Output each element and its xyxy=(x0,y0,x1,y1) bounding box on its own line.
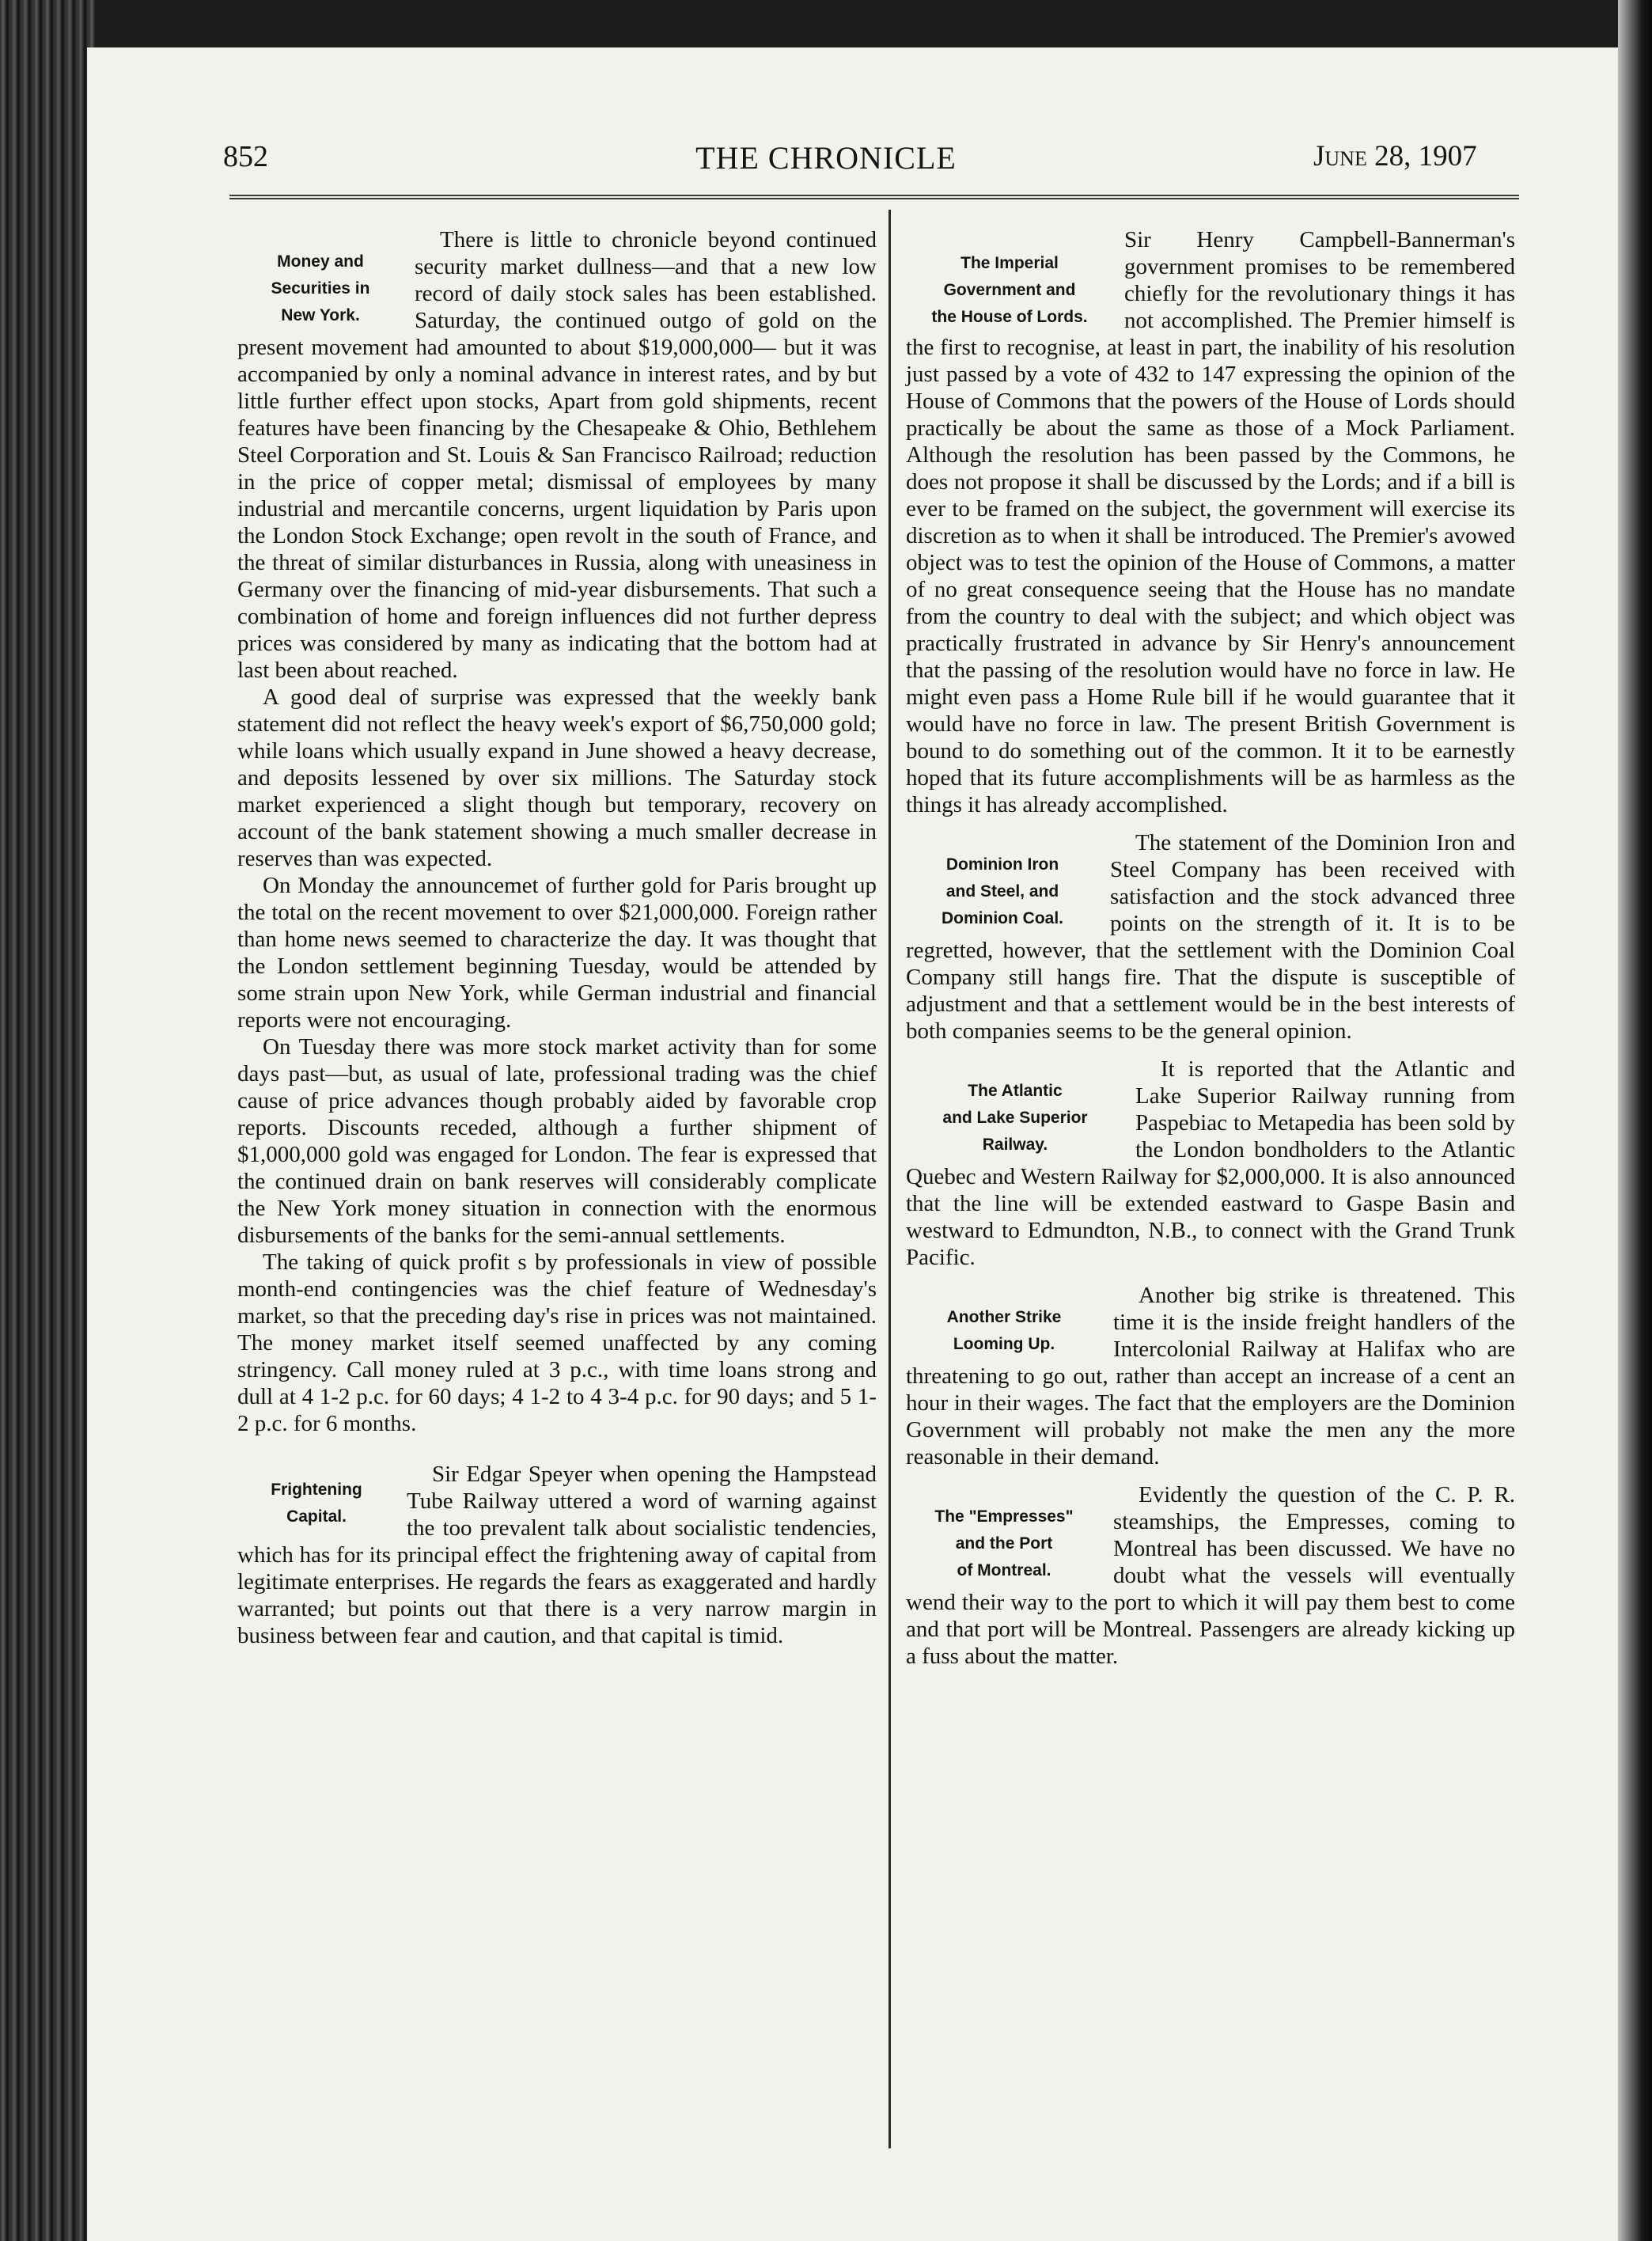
sidehead-money-securities: Money and Securities in New York. xyxy=(271,252,370,324)
article-paragraph: There is little to chronicle beyond continued security market dullness—and that a new low record of daily stock sales has been established. Saturday, the continued outgo of gold on the present movement had amounted to about $19,000,000— but it was accompanied by only a nominal advance in interest rates, and by but little further effect upon stocks, Apart from gold shipments, recent features have been financing by the Chesapeake & Ohio, Bethlehem Steel Corporation and St. Louis & San Francisco Railroad; reduction in the price of copper metal; dismissal of employees by many industrial and mercantile concerns, urgent liquidation by Paris upon the London Stock Exchange; open revolt in the south of France, and the threat of similar disturbances in Russia, along with uneasiness in Germany over the financing of mid-year disbursements. That such a combination of home and foreign influences did not further depress prices was considered by many as indicating that the bottom had at last been about reached. xyxy=(237,227,877,683)
article-paragraph: Evidently the question of the C. P. R. steamships, the Empresses, coming to Montreal has been discussed. We have no doubt what the vessels will eventually wend their way to the port to which it will pay them best to come and that port will be Montreal. Passengers are already kicking up a fuss about the matter. xyxy=(906,1482,1515,1669)
article-paragraph: On Monday the announcemet of further gold for Paris brought up the total on the recent movement to over $21,000,000. Foreign rather than home news seemed to characterize the day. It was thought that the London settlement beginning Tuesday, would be attended by some strain upon New York, while German industrial and financial reports were not encouraging. xyxy=(237,873,877,1033)
article-paragraph: The statement of the Dominion Iron and Steel Company has been received with satisfaction and the stock advanced three points on the strength of it. It is to be regretted, however, that the settlement with the Dominion Coal Company still hangs fire. That the dispute is susceptible of adjustment and that a settlement would be in the best interests of both companies seems to be the general opinion. xyxy=(906,830,1515,1044)
sidehead-imperial-government: The Imperial Government and the House of Lords. xyxy=(931,254,1088,326)
article-paragraph: The taking of quick profit s by professionals in view of possible month-end contingencies was the chief feature of Wednesday's market, so that the preceding day's rise in prices was not maintained. The money market itself seemed unaffected by any coming stringency. Call money ruled at 3 p.c., with time loans strong and dull at 4 1-2 p.c. for 60 days; 4 1-2 to 4 3-4 p.c. for 90 days; and 5 1-2 p.c. for 6 months. xyxy=(237,1249,877,1436)
sidehead-atlantic-railway: The Atlantic and Lake Superior Railway. xyxy=(942,1082,1088,1154)
article-paragraph: Sir Henry Campbell-Bannerman's government promises to be remembered chiefly for the revolutionary things it has not accomplished. The Premier himself is the first to recognise, at least in part, the inability of his resolution just passed by a vote of 432 to 147 expressing the opinion of the House of Commons that the powers of the House of Lords should practically be about the same as those of a Mock Parliament. Although the resolution has been passed by the Commons, he does not propose it shall be discussed by the Lords; and if a bill is ever to be framed on the subject, the government will exercise its discretion as to when it shall be introduced. The Premier's avowed object was to test the opinion of the House of Commons, a matter of no great consequence seeing that the House has no mandate from the country to deal with the subject; and which object was practically frustrated in advance by Sir Henry's announcement that the passing of the resolution would have no force in law. He might even pass a Home Rule bill if he would guarantee that it would have no force in law. The present British Government is bound to do something out of the common. It it to be earnestly hoped that its future accomplishments will be as harmless as the things it has already accomplished. xyxy=(906,227,1515,817)
left-column xyxy=(237,226,877,1649)
column-divider xyxy=(889,210,891,2148)
article-paragraph: Sir Edgar Speyer when opening the Hampstead Tube Railway uttered a word of warning against the too prevalent talk about socialistic tendencies, which has for its principal effect the frightening away of capital from legitimate enterprises. He regards the fears as exaggerated and hardly warranted; but points out that there is a very narrow margin in business between fear and caution, and that capital is timid. xyxy=(237,1462,877,1648)
sidehead-frightening-capital: Frightening Capital. xyxy=(271,1481,362,1526)
article-paragraph: On Tuesday there was more stock market activity than for some days past—but, as usual of late, professional trading was the chief cause of price advances though probably aided by favorable crop reports. Discounts receded, although a further shipment of $1,000,000 gold was engaged for London. The fear is expressed that the continued drain on bank reserves will considerably complicate the New York money situation in connection with the enormous disbursements of the banks for the semi-annual settlements. xyxy=(237,1034,877,1248)
page-title: THE CHRONICLE xyxy=(695,140,957,176)
sidehead-another-strike: Another Strike Looming Up. xyxy=(946,1308,1062,1353)
issue-date: June 28, 1907 xyxy=(1313,140,1477,173)
book-binding xyxy=(0,0,95,2241)
article-paragraph: Another big strike is threatened. This time it is the inside freight handlers of the Intercolonial Railway at Halifax who are threatening to go out, rather than accept an increase of a cent an hour in their wages. The fact that the employers are the Dominion Government will probably not make the men any the more reasonable in their demand. xyxy=(906,1283,1515,1469)
right-column xyxy=(906,226,1515,1670)
page-edge-shadow xyxy=(1618,0,1652,2241)
header-rule xyxy=(229,195,1519,199)
sidehead-empresses-montreal: The "Empresses" and the Port of Montreal. xyxy=(934,1507,1074,1579)
sidehead-dominion-iron: Dominion Iron and Steel, and Dominion Coal. xyxy=(942,855,1063,927)
article-paragraph: It is reported that the Atlantic and Lake Superior Railway running from Paspebiac to Metapedia has been sold by the London bondholders to the Atlantic Quebec and Western Railway for $2,000,000. It is also announced that the line will be extended eastward to Gaspe Basin and westward to Edmundton, N.B., to connect with the Grand Trunk Pacific. xyxy=(906,1056,1515,1270)
article-paragraph: A good deal of surprise was expressed that the weekly bank statement did not reflect the heavy week's export of $6,750,000 gold; while loans which usually expand in June showed a heavy decrease, and deposits lessened by over six millions. The Saturday stock market experienced a slight though but temporary, recovery on account of the bank statement showing a much smaller decrease in reserves than was expected. xyxy=(237,684,877,871)
page-number: 852 xyxy=(223,140,268,173)
